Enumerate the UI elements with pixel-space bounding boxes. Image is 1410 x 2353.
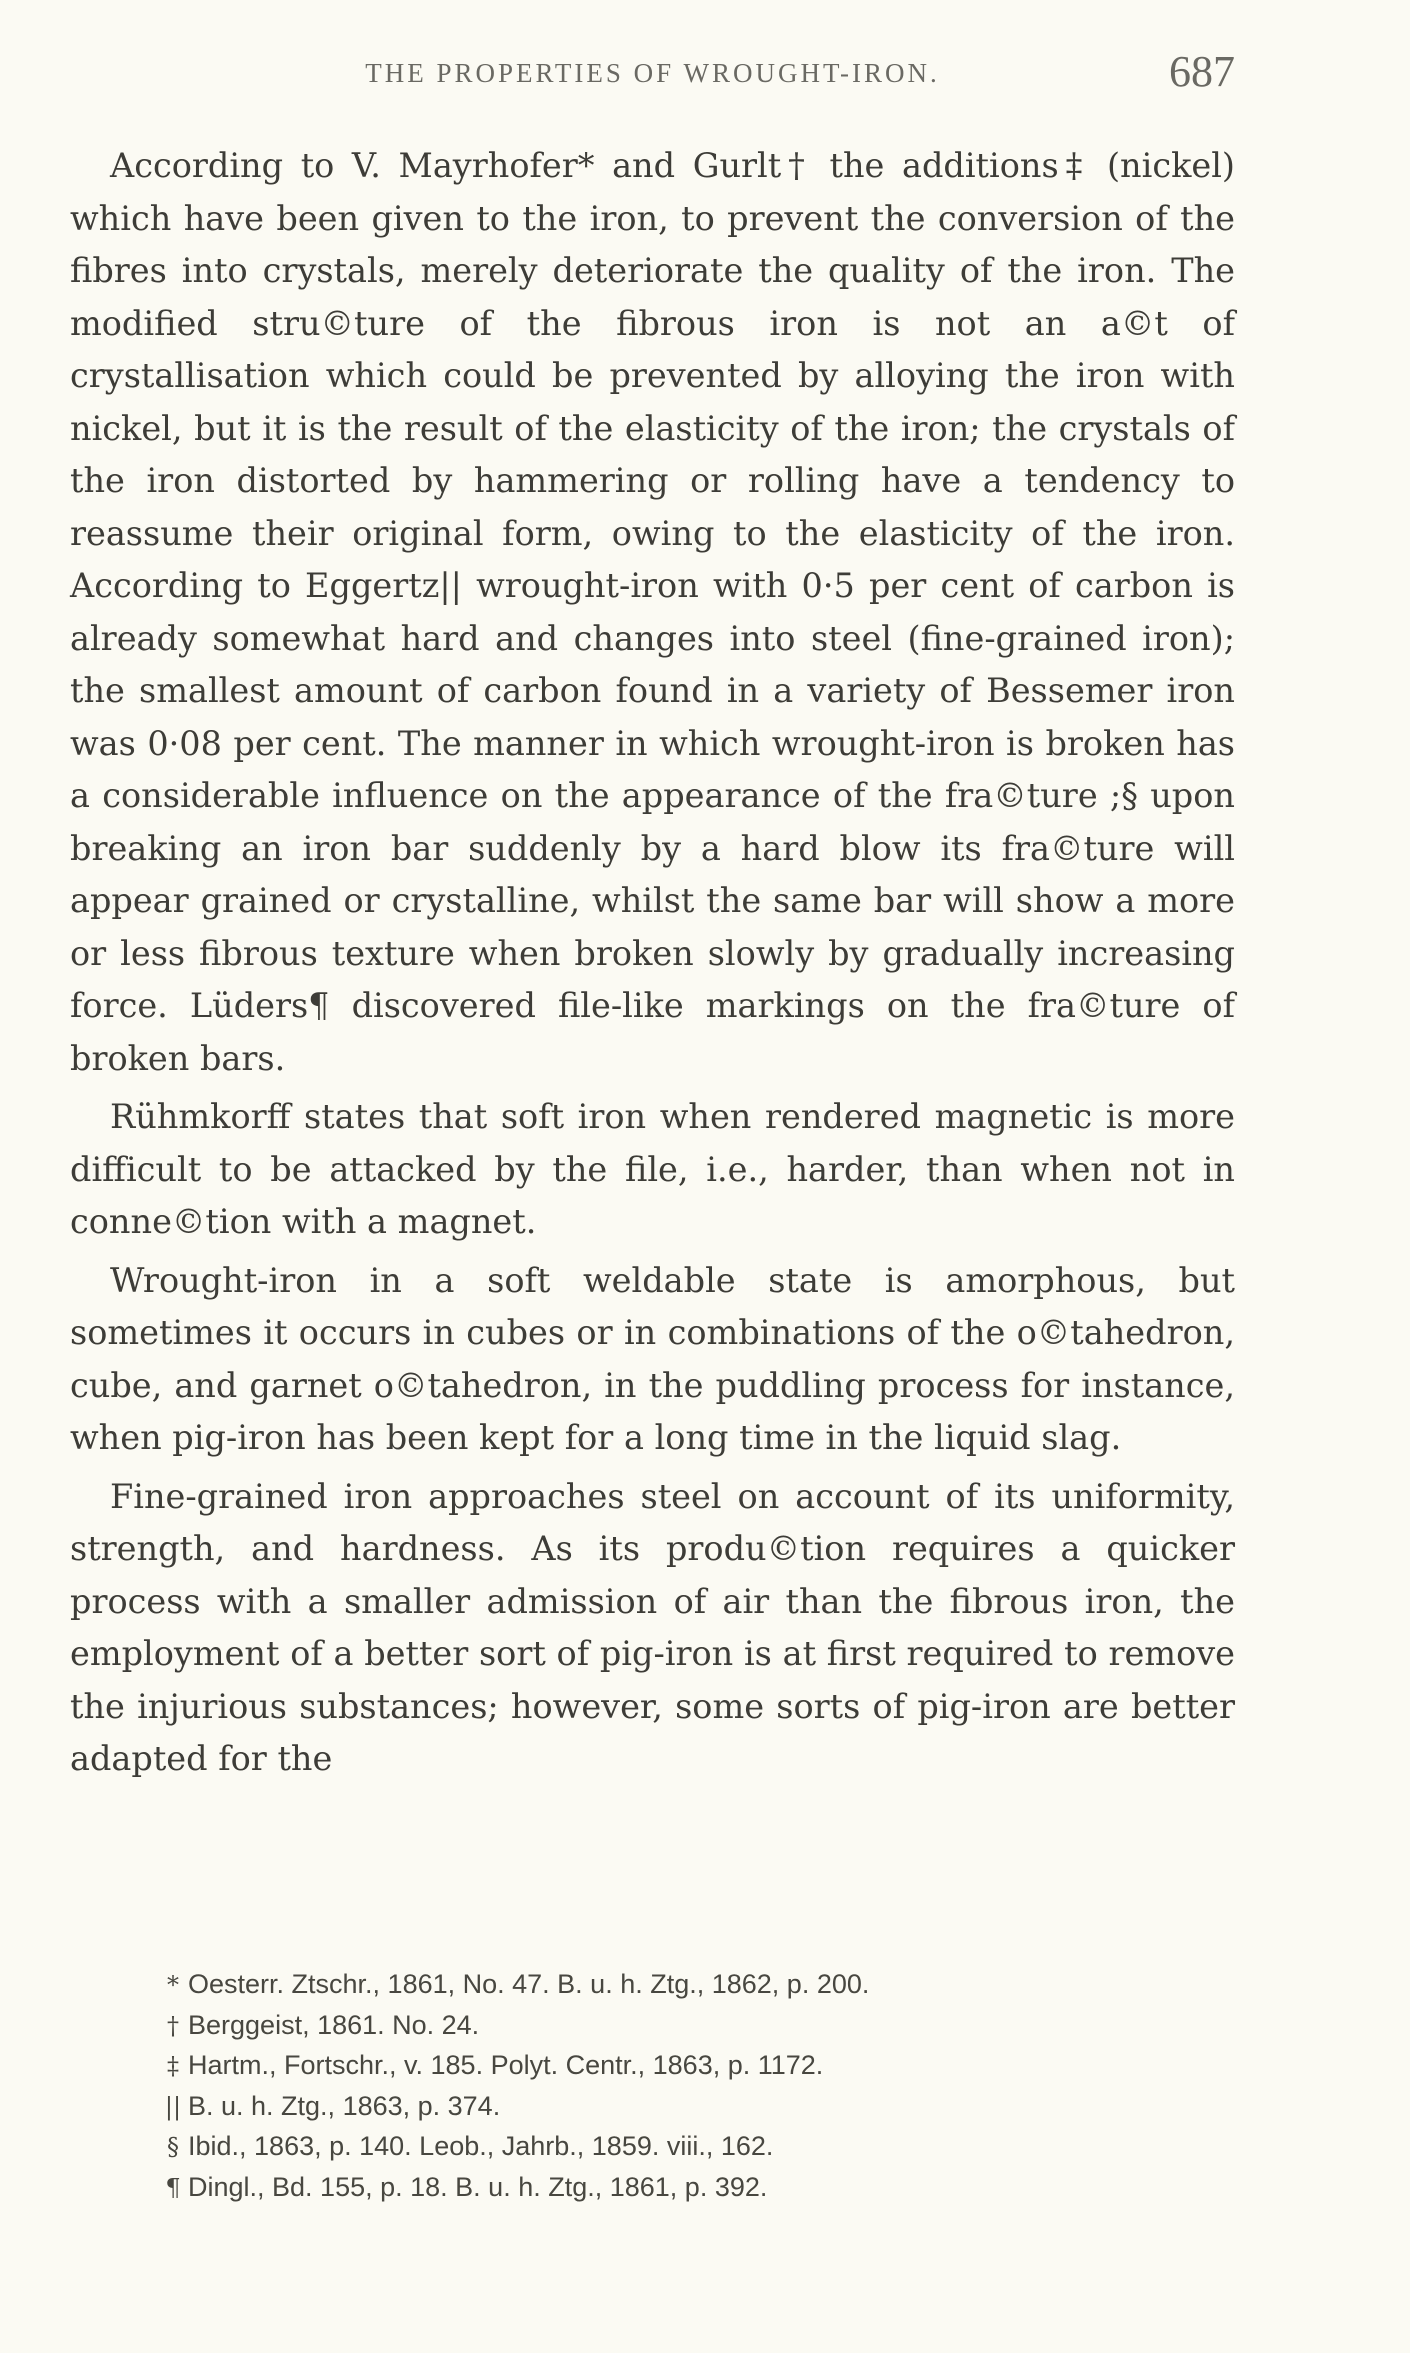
footnote-text: B. u. h. Ztg., 1863, p. 374. <box>188 2090 501 2121</box>
footnotes <box>158 1965 1178 2208</box>
footnote-text: Ibid., 1863, p. 140. Leob., Jahrb., 1859. viii., 162. <box>188 2131 774 2161</box>
footnote-mark: * <box>167 1971 179 1999</box>
footnote <box>158 1965 1178 2006</box>
paragraph: Rühmkorff states that soft iron when rendered magnetic is more difficult to be attacked by the file, i.e., harder, than when not in conne©tion with a magnet. <box>70 1097 1235 1241</box>
footnote-text: Oesterr. Ztschr., 1861, No. 47. B. u. h. Ztg., 1862, p. 200. <box>188 1969 870 1999</box>
footnote-text: Dingl., Bd. 155, p. 18. B. u. h. Ztg., 1861, p. 392. <box>188 2171 768 2202</box>
running-head: THE PROPERTIES OF WROUGHT-IRON. <box>365 58 940 88</box>
footnote <box>158 2006 1178 2047</box>
paragraph: Fine-grained iron approaches steel on account of its uniformity, strength, and hardness. As its produ©tion requires a quicker process with a smaller admission of air than the fibrous iron, the employment of a better sort of pig-iron is at first required to remove the injurious substances; however, some sorts of pig-iron are better adapted for the <box>70 1476 1235 1778</box>
page-number: 687 <box>1169 47 1235 96</box>
footnote-text: Berggeist, 1861. No. 24. <box>188 2009 480 2040</box>
paragraph: Wrought-iron in a soft weldable state is amorphous, but sometimes it occurs in cubes or in combinations of the o©tahedron, cube, and garnet o©tahedron, in the puddling process for instance, when pig-iron has been kept for a long time in the liquid slag. <box>70 1260 1235 1457</box>
footnote <box>158 2168 1178 2209</box>
page-header <box>70 40 1235 110</box>
book-page <box>70 40 1235 2330</box>
footnote-mark: || <box>164 2092 182 2121</box>
footnote <box>158 2046 1178 2087</box>
footnote <box>158 2087 1178 2128</box>
footnote <box>158 2127 1178 2168</box>
body-text <box>70 140 1235 1792</box>
footnote-mark: † <box>167 2011 179 2040</box>
footnote-mark: ¶ <box>165 2173 181 2202</box>
footnote-mark: ‡ <box>167 2052 179 2080</box>
footnote-mark: § <box>167 2133 179 2161</box>
paragraph: According to V. Mayrhofer* and Gurlt† the additions‡ (nickel) which have been given to the iron, to prevent the conversion of the fibres into crystals, merely deteriorate the quality of the iron. The modified stru©ture of the fibrous iron is not an a©t of crystallisation which could be prevented by alloying the iron with nickel, but it is the result of the elasticity of the iron; the crystals of the iron distorted by hammering or rolling have a tendency to reassume their original form, owing to the elasticity of the iron. According to Eggertz|| wrought-iron with 0·5 per cent of carbon is already somewhat hard and changes into steel (fine-grained iron); the smallest amount of carbon found in a variety of Bessemer iron was 0·08 per cent. The manner in which wrought-iron is broken has a considerable influence on the appearance of the fra©ture ;§ upon breaking an iron bar suddenly by a hard blow its fra©ture will appear grained or crystalline, whilst the same bar will show a more or less fibrous texture when broken slowly by gradually increasing force. Lüders¶ discovered file-like markings on the fra©ture of broken bars. <box>70 146 1235 1078</box>
footnote-text: Hartm., Fortschr., v. 185. Polyt. Centr., 1863, p. 1172. <box>188 2050 824 2080</box>
